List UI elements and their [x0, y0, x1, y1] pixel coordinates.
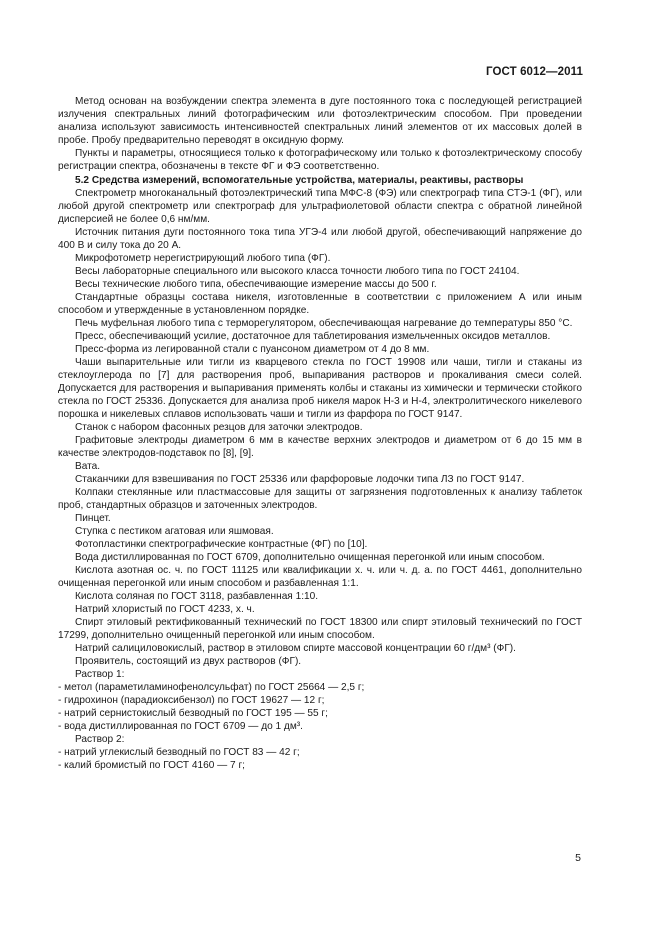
paragraph: Кислота азотная ос. ч. по ГОСТ 11125 или квалификации х. ч. или ч. д. а. по ГОСТ 4461, дополнительно очищенная перегонкой или иным способом и разбавленная 1:1.	[58, 565, 582, 589]
paragraph: Стаканчики для взвешивания по ГОСТ 25336 или фарфоровые лодочки типа ЛЗ по ГОСТ 9147.	[75, 474, 525, 485]
paragraph: Натрий салициловокислый, раствор в этиловом спирте массовой концентрации 60 г/дм³ (ФГ).	[75, 643, 516, 654]
list-item: - натрий углекислый безводный по ГОСТ 83 — 42 г;	[58, 747, 300, 758]
paragraph: Метод основан на возбуждении спектра элемента в дуге постоянного тока с последующей регистрацией излучения спектральных линий фотографическим или фотоэлектрическим способом. При проведении анализа используют зависимость интенсивностей спектральных линий элементов от их массовых долей в пробе. Пробу предварительно переводят в оксидную форму.	[58, 96, 582, 146]
paragraph: Спектрометр многоканальный фотоэлектрический типа МФС-8 (ФЭ) или спектрограф типа СТЭ-1 (ФГ), или любой другой спектрометр или спектрограф для ультрафиолетовой области спектра с обратной линейной дисперсией не более 0,6 нм/мм.	[58, 188, 582, 225]
paragraph: Стандартные образцы состава никеля, изготовленные в соответствии с приложением А или иным способом и утвержденные в установленном порядке.	[58, 292, 582, 316]
list-item: - калий бромистый по ГОСТ 4160 — 7 г;	[58, 760, 245, 771]
paragraph: Пинцет.	[75, 513, 111, 524]
paragraph: Печь муфельная любого типа с терморегулятором, обеспечивающая нагревание до температуры 850 °С.	[75, 318, 573, 329]
paragraph: Станок с набором фасонных резцов для заточки электродов.	[75, 422, 363, 433]
paragraph: Графитовые электроды диаметром 6 мм в качестве верхних электродов и диаметром от 6 до 15 мм в качестве электродов-подставок по [8], [9].	[58, 435, 582, 459]
paragraph: Микрофотометр нерегистрирующий любого типа (ФГ).	[75, 253, 331, 264]
paragraph: Натрий хлористый по ГОСТ 4233, х. ч.	[75, 604, 255, 615]
list-item: - натрий сернистокислый безводный по ГОСТ 195 — 55 г;	[58, 708, 328, 719]
paragraph: Источник питания дуги постоянного тока типа УГЭ-4 или любой другой, обеспечивающий напряжение до 400 В и силу тока до 20 А.	[58, 227, 582, 251]
paragraph: Пункты и параметры, относящиеся только к фотографическому или только к фотоэлектрическому способу регистрации спектра, обозначены в тексте ФГ и ФЭ соответственно.	[58, 148, 582, 172]
paragraph: Колпаки стеклянные или пластмассовые для защиты от загрязнения подготовленных к анализу таблеток проб, стандартных образцов и заточенных электродов.	[58, 487, 582, 511]
paragraph: Вата.	[75, 461, 101, 472]
paragraph: Проявитель, состоящий из двух растворов (ФГ).	[75, 656, 302, 667]
list-item: - вода дистиллированная по ГОСТ 6709 — до 1 дм³.	[58, 721, 303, 732]
paragraph: Вода дистиллированная по ГОСТ 6709, дополнительно очищенная перегонкой или иным способом.	[75, 552, 545, 563]
paragraph: Ступка с пестиком агатовая или яшмовая.	[75, 526, 274, 537]
paragraph: Пресс, обеспечивающий усилие, достаточное для таблетирования измельченных оксидов металлов.	[75, 331, 551, 342]
paragraph: Весы технические любого типа, обеспечивающие измерение массы до 500 г.	[75, 279, 437, 290]
paragraph: Раствор 1:	[75, 669, 125, 680]
paragraph: Весы лабораторные специального или высокого класса точности любого типа по ГОСТ 24104.	[75, 266, 520, 277]
paragraph: Фотопластинки спектрографические контрастные (ФГ) по [10].	[75, 539, 368, 550]
page-number: 5	[575, 852, 581, 864]
paragraph: Раствор 2:	[75, 734, 125, 745]
paragraph: Кислота соляная по ГОСТ 3118, разбавленная 1:10.	[75, 591, 319, 602]
paragraph: Чаши выпарительные или тигли из кварцевого стекла по ГОСТ 19908 или чаши, тигли и стаканы из стеклоуглерода по [7] для растворения проб, выпаривания растворов и прокаливания смеси солей. Допускается для растворения и выпаривания применять колбы и стаканы из химически и термически стойкого стекла по ГОСТ 25336. Допускается для анализа проб никеля марок Н-3 и Н-4, электролитического никелевого порошка и никелевых сплавов использовать чаши и тигли из фарфора по ГОСТ 9147.	[58, 357, 582, 420]
list-item: - метол (параметиламинофенолсульфат) по ГОСТ 25664 — 2,5 г;	[58, 682, 365, 693]
list-item: - гидрохинон (парадиоксибензол) по ГОСТ 19627 — 12 г;	[58, 695, 325, 706]
document-body	[58, 95, 582, 772]
paragraph: Спирт этиловый ректификованный технический по ГОСТ 18300 или спирт этиловый технический по ГОСТ 17299, дополнительно очищенный перегонкой или иным способом.	[58, 617, 582, 641]
section-heading: 5.2 Средства измерений, вспомогательные устройства, материалы, реактивы, растворы	[75, 174, 524, 186]
document-code: ГОСТ 6012—2011	[486, 66, 583, 78]
paragraph: Пресс-форма из легированной стали с пуансоном диаметром от 4 до 8 мм.	[75, 344, 430, 355]
